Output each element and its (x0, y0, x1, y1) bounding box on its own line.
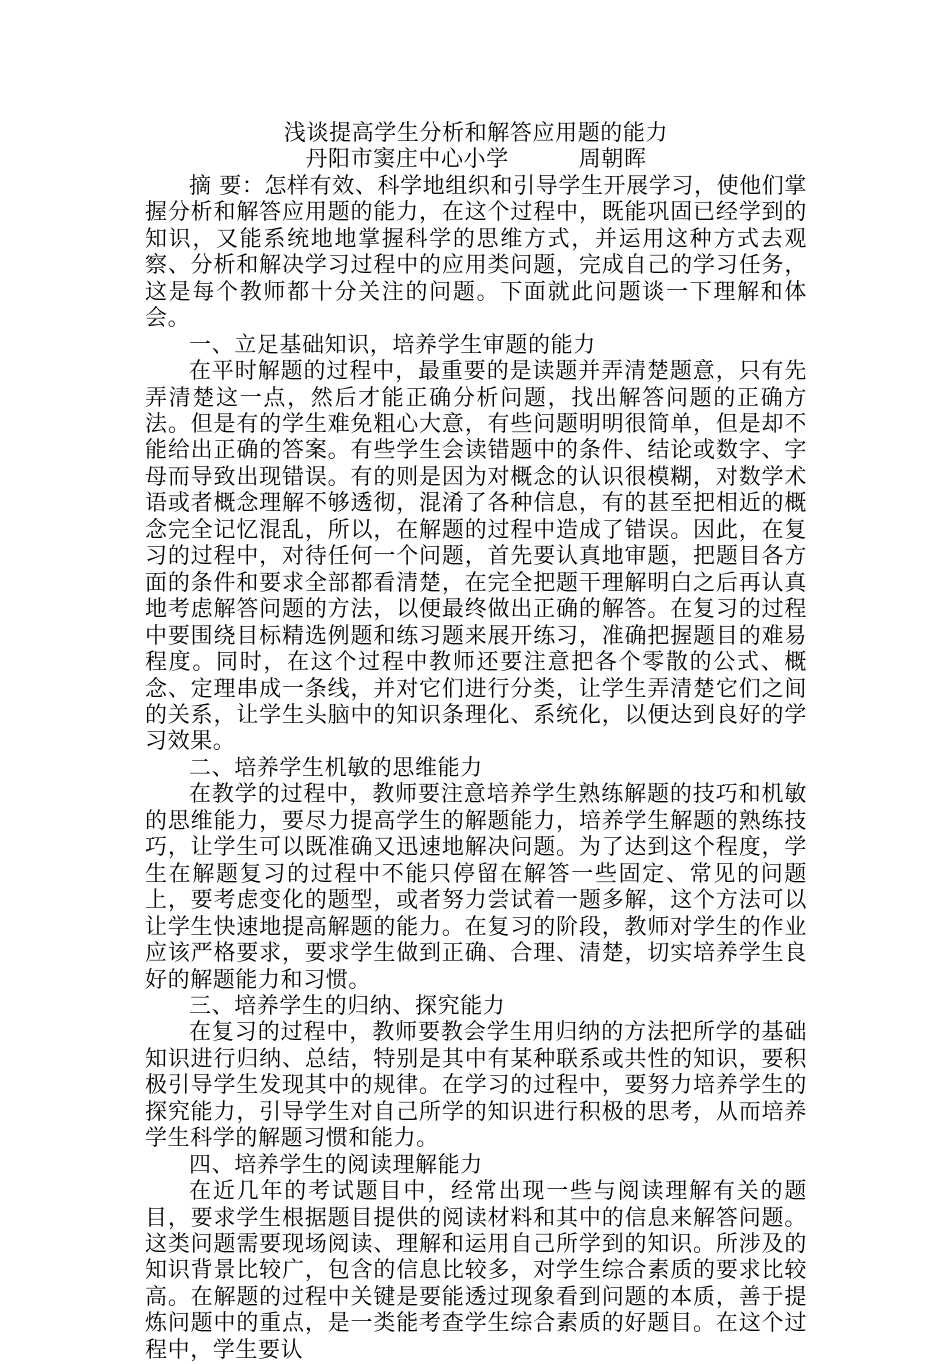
section-heading-3: 三、培养学生的归纳、探究能力 (189, 993, 506, 1019)
section-body-1: 在平时解题的过程中，最重要的是读题并弄清楚题意，只有先弄清楚这一点，然后才能正确分析问题，找出解答问题的正确方法。但是有的学生难免粗心大意，有些问题明明很简单，但是却不能给出正确的答案。有些学生会读错题中的条件、结论或数字、字母而导致出现错误。有的则是因为对概念的认识很模糊，对数学术语或者概念理解不够透彻，混淆了各种信息，有的甚至把相近的概念完全记忆混乱，所以，在解题的过程中造成了错误。因此，在复习的过程中，对待任何一个问题，首先要认真地审题，把题目各方面的条件和要求全部都看清楚，在完全把题干理解明白之后再认真地考虑解答问题的方法，以便最终做出正确的解答。在复习的过程中要围绕目标精选例题和练习题来展开练习，准确把握题目的难易程度。同时，在这个过程中教师还要注意把各个零散的公式、概念、定理串成一条线，并对它们进行分类，让学生弄清楚它们之间的关系，让学生头脑中的知识条理化、系统化，以便达到良好的学习效果。 (145, 359, 807, 755)
section-heading-4: 四、培养学生的阅读理解能力 (189, 1152, 483, 1178)
document-title: 浅谈提高学生分析和解答应用题的能力 (283, 121, 669, 146)
author-name: 周朝晖 (578, 147, 647, 173)
section-heading-1: 一、立足基础知识，培养学生审题的能力 (189, 332, 596, 358)
section-body-3: 在复习的过程中，教师要教会学生用归纳的方法把所学的基础知识进行归纳、总结，特别是其中有某种联系或共性的知识，要积极引导学生发现其中的规律。在学习的过程中，要努力培养学生的探究能力，引导学生对自己所学的知识进行积极的思考，从而培养学生科学的解题习惯和能力。 (145, 1020, 807, 1152)
section-body-2: 在教学的过程中，教师要注意培养学生熟练解题的技巧和机敏的思维能力，要尽力提高学生的解题能力，培养学生解题的熟练技巧，让学生可以既准确又迅速地解决问题。为了达到这个程度，学生在解题复习的过程中不能只停留在解答一些固定、常见的问题上，要考虑变化的题型，或者努力尝试着一题多解，这个方法可以让学生快速地提高解题的能力。在复习的阶段，教师对学生的作业应该严格要求，要求学生做到正确、合理、清楚，切实培养学生良好的解题能力和习惯。 (145, 782, 807, 993)
author-line (145, 147, 807, 173)
school-name: 丹阳市窦庄中心小学 (305, 147, 509, 173)
document-page (145, 121, 807, 1364)
abstract-paragraph: 摘 要：怎样有效、科学地组织和引导学生开展学习，使他们掌握分析和解答应用题的能力，在这个过程中，既能巩固已经学到的知识，又能系统地地掌握科学的思维方式，并运用这种方式去观察、分析和解决学习过程中的应用类问题，完成自己的学习任务，这是每个教师都十分关注的问题。下面就此问题谈一下理解和体会。 (145, 173, 807, 332)
section-heading-2: 二、培养学生机敏的思维能力 (189, 755, 483, 781)
section-body-4: 在近几年的考试题目中，经常出现一些与阅读理解有关的题目，要求学生根据题目提供的阅读材料和其中的信息来解答问题。这类问题需要现场阅读、理解和运用自己所学到的知识。所涉及的知识背景比较广，包含的信息比较多，对学生综合素质的要求比较高。在解题的过程中关键是要能透过现象看到问题的本质，善于提炼问题中的重点，是一类能考查学生综合素质的好题目。在这个过程中，学生要认 (145, 1179, 807, 1363)
